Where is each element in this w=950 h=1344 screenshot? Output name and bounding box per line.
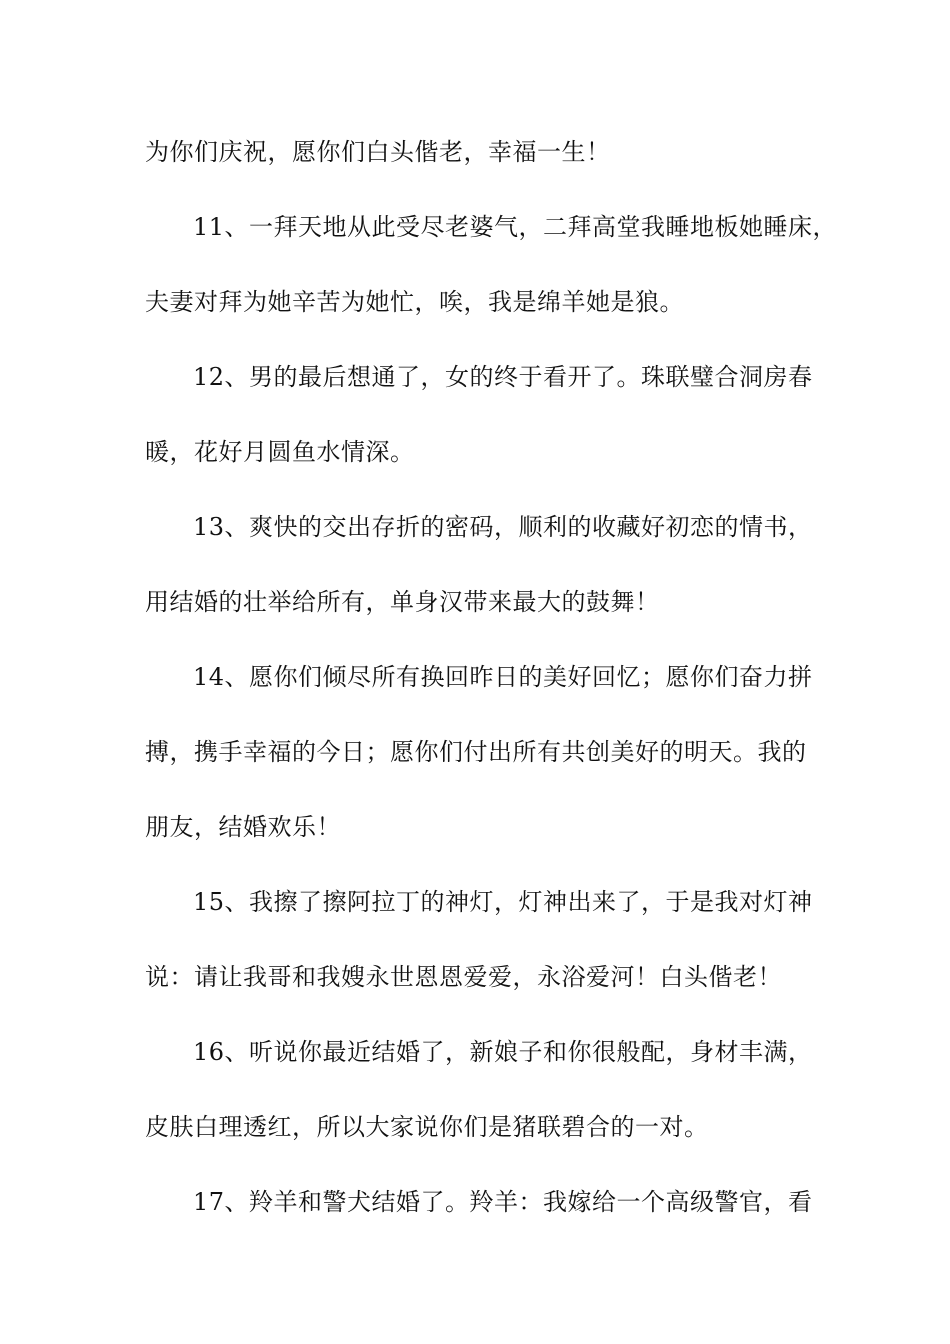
text-line: 朋友，结婚欢乐！ [145, 813, 341, 841]
text-line: 12、男的最后想通了，女的终于看开了。珠联璧合洞房春 [193, 363, 813, 391]
text-line: 皮肤白理透红，所以大家说你们是猪联碧合的一对。 [145, 1113, 709, 1141]
text-line: 暖，花好月圆鱼水情深。 [145, 438, 415, 466]
text-line: 17、羚羊和警犬结婚了。羚羊：我嫁给一个高级警官，看 [193, 1188, 813, 1216]
text-line: 搏，携手幸福的今日；愿你们付出所有共创美好的明天。我的 [145, 738, 807, 766]
text-line: 用结婚的壮举给所有，单身汉带来最大的鼓舞！ [145, 588, 660, 616]
text-line: 为你们庆祝，愿你们白头偕老，幸福一生！ [145, 138, 611, 166]
text-line: 15、我擦了擦阿拉丁的神灯，灯神出来了，于是我对灯神 [193, 888, 813, 916]
text-line: 13、爽快的交出存折的密码，顺利的收藏好初恋的情书， [193, 513, 813, 541]
text-line: 说：请让我哥和我嫂永世恩恩爱爱，永浴爱河！白头偕老！ [145, 963, 782, 991]
text-line: 11、一拜天地从此受尽老婆气，二拜高堂我睡地板她睡床， [193, 213, 838, 241]
text-line: 夫妻对拜为她辛苦为她忙，唉，我是绵羊她是狼。 [145, 288, 684, 316]
text-line: 16、听说你最近结婚了，新娘子和你很般配，身材丰满， [193, 1038, 813, 1066]
text-line: 14、愿你们倾尽所有换回昨日的美好回忆；愿你们奋力拼 [193, 663, 813, 691]
